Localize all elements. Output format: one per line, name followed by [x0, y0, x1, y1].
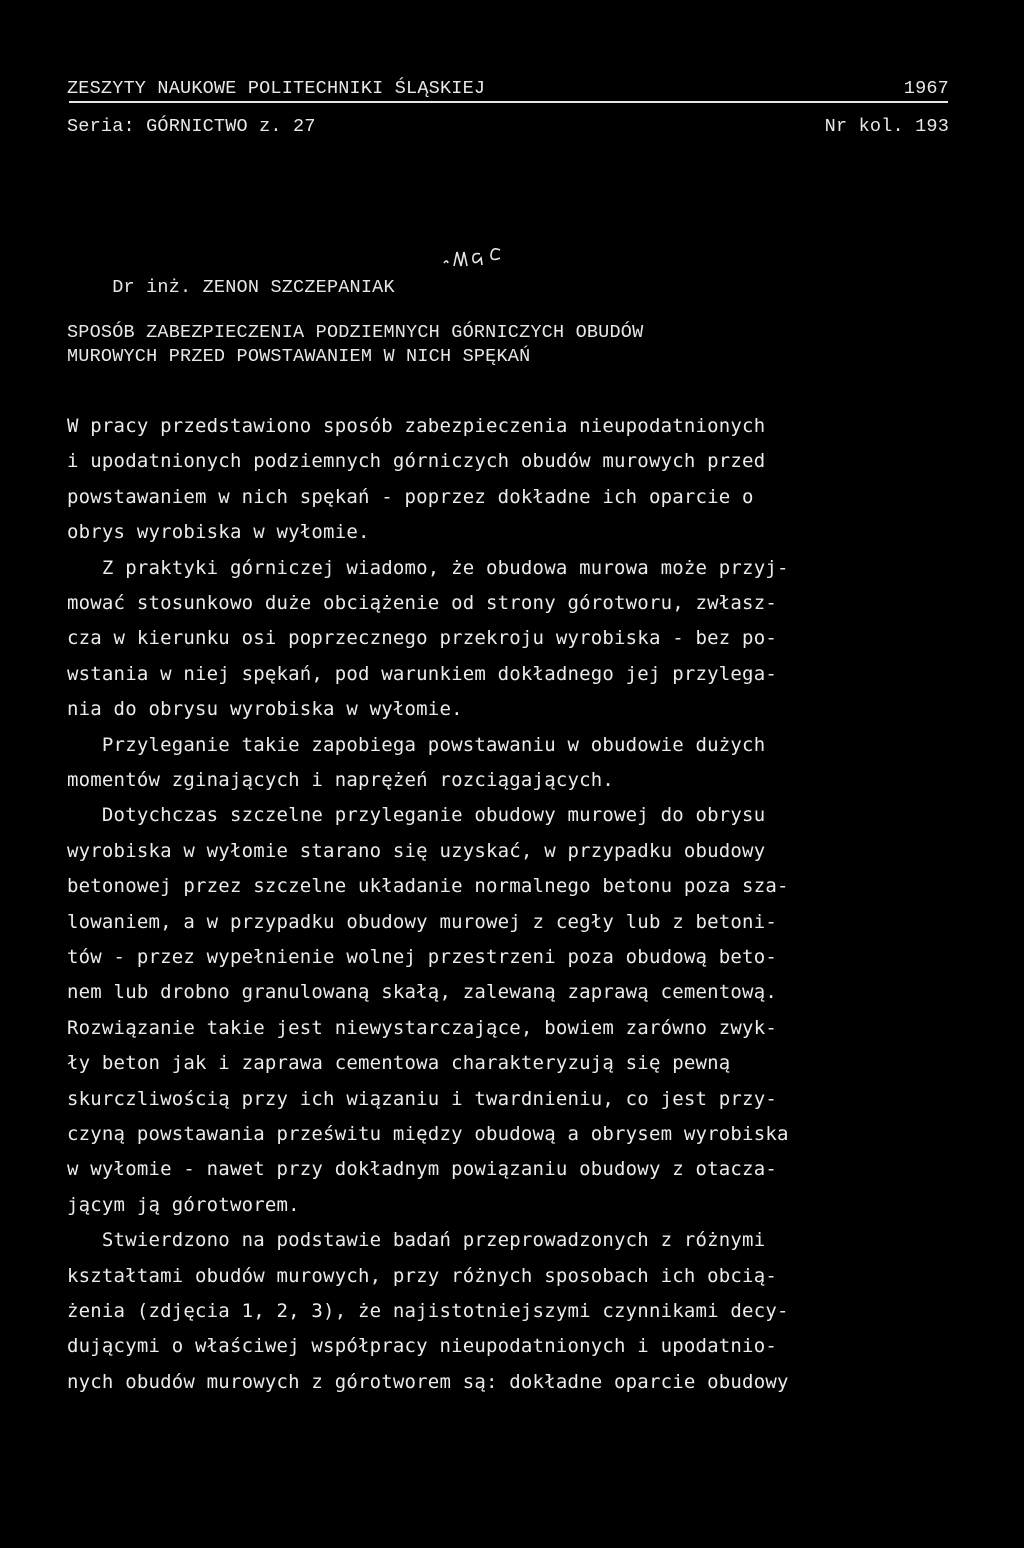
body-line: dującymi o właściwej współpracy nieupodatnionych i upodatnio- — [67, 1335, 777, 1357]
body-line: Przyleganie takie zapobiega powstawaniu w obudowie dużych — [67, 734, 766, 756]
handwritten-note-icon — [440, 236, 550, 276]
body-line: żenia (zdjęcia 1, 2, 3), że najistotniejszymi czynnikami decy- — [67, 1300, 789, 1322]
handwritten-annotation — [440, 236, 550, 276]
body-line: betonowej przez szczelne układanie normalnego betonu poza sza- — [67, 875, 789, 897]
body-line: mować stosunkowo duże obciążenie od strony górotworu, zwłasz- — [67, 592, 777, 614]
body-line: w wyłomie - nawet przy dokładnym powiązaniu obudowy z otacza- — [67, 1158, 777, 1180]
series-line — [67, 115, 949, 139]
body-line: Dotychczas szczelne przyleganie obudowy murowej do obrysu — [67, 804, 766, 826]
series-label: Seria: GÓRNICTWO z. 27 — [67, 116, 316, 137]
journal-year: 1967 — [903, 78, 949, 99]
article-title-line-2: MUROWYCH PRZED POWSTAWANIEM W NICH SPĘKAŃ — [67, 346, 531, 367]
issue-number: Nr kol. 193 — [824, 116, 949, 137]
body-line: Stwierdzono na podstawie badań przeprowadzonych z różnymi — [67, 1229, 766, 1251]
body-line: powstawaniem w nich spękań - poprzez dokładne ich oparcie o — [67, 486, 754, 508]
journal-title: ZESZYTY NAUKOWE POLITECHNIKI ŚLĄSKIEJ — [67, 78, 486, 99]
body-line: czyną powstawania prześwitu między obudową a obrysem wyrobiska — [67, 1123, 789, 1145]
body-line: skurczliwością przy ich wiązaniu i twardnieniu, co jest przy- — [67, 1088, 777, 1110]
body-line: obrys wyrobiska w wyłomie. — [67, 521, 370, 543]
body-line: ły beton jak i zaprawa cementowa charakteryzują się pewną — [67, 1052, 731, 1074]
body-line: wyrobiska w wyłomie starano się uzyskać, w przypadku obudowy — [67, 840, 766, 862]
body-line: Z praktyki górniczej wiadomo, że obudowa murowa może przyj- — [67, 557, 789, 579]
body-line: wstania w niej spękań, pod warunkiem dokładnego jej przylega- — [67, 663, 777, 685]
body-line: Rozwiązanie takie jest niewystarczające, bowiem zarówno zwyk- — [67, 1017, 777, 1039]
body-line: nem lub drobno granulowaną skałą, zalewaną zaprawą cementową. — [67, 981, 777, 1003]
header-underline — [69, 101, 948, 103]
body-line: nych obudów murowych z górotworem są: dokładne oparcie obudowy — [67, 1371, 789, 1393]
body-line: i upodatnionych podziemnych górniczych obudów murowych przed — [67, 450, 766, 472]
article-title-line-1: SPOSÓB ZABEZPIECZENIA PODZIEMNYCH GÓRNICZYCH OBUDÓW — [67, 322, 644, 343]
journal-header — [67, 77, 949, 101]
body-line: kształtami obudów murowych, przy różnych sposobach ich obcią- — [67, 1265, 777, 1287]
author-name: Dr inż. ZENON SZCZEPANIAK — [112, 277, 395, 298]
body-line: jącym ją górotworem. — [67, 1194, 300, 1216]
body-line: cza w kierunku osi poprzecznego przekroju wyrobiska - bez po- — [67, 627, 777, 649]
body-line: momentów zginających i naprężeń rozciągających. — [67, 769, 615, 791]
body-line: tów - przez wypełnienie wolnej przestrzeni poza obudową beto- — [67, 946, 777, 968]
body-line: W pracy przedstawiono sposób zabezpieczenia nieupodatnionych — [67, 415, 766, 437]
body-line: lowaniem, a w przypadku obudowy murowej z cegły lub z betoni- — [67, 911, 777, 933]
body-line: nia do obrysu wyrobiska w wyłomie. — [67, 698, 463, 720]
